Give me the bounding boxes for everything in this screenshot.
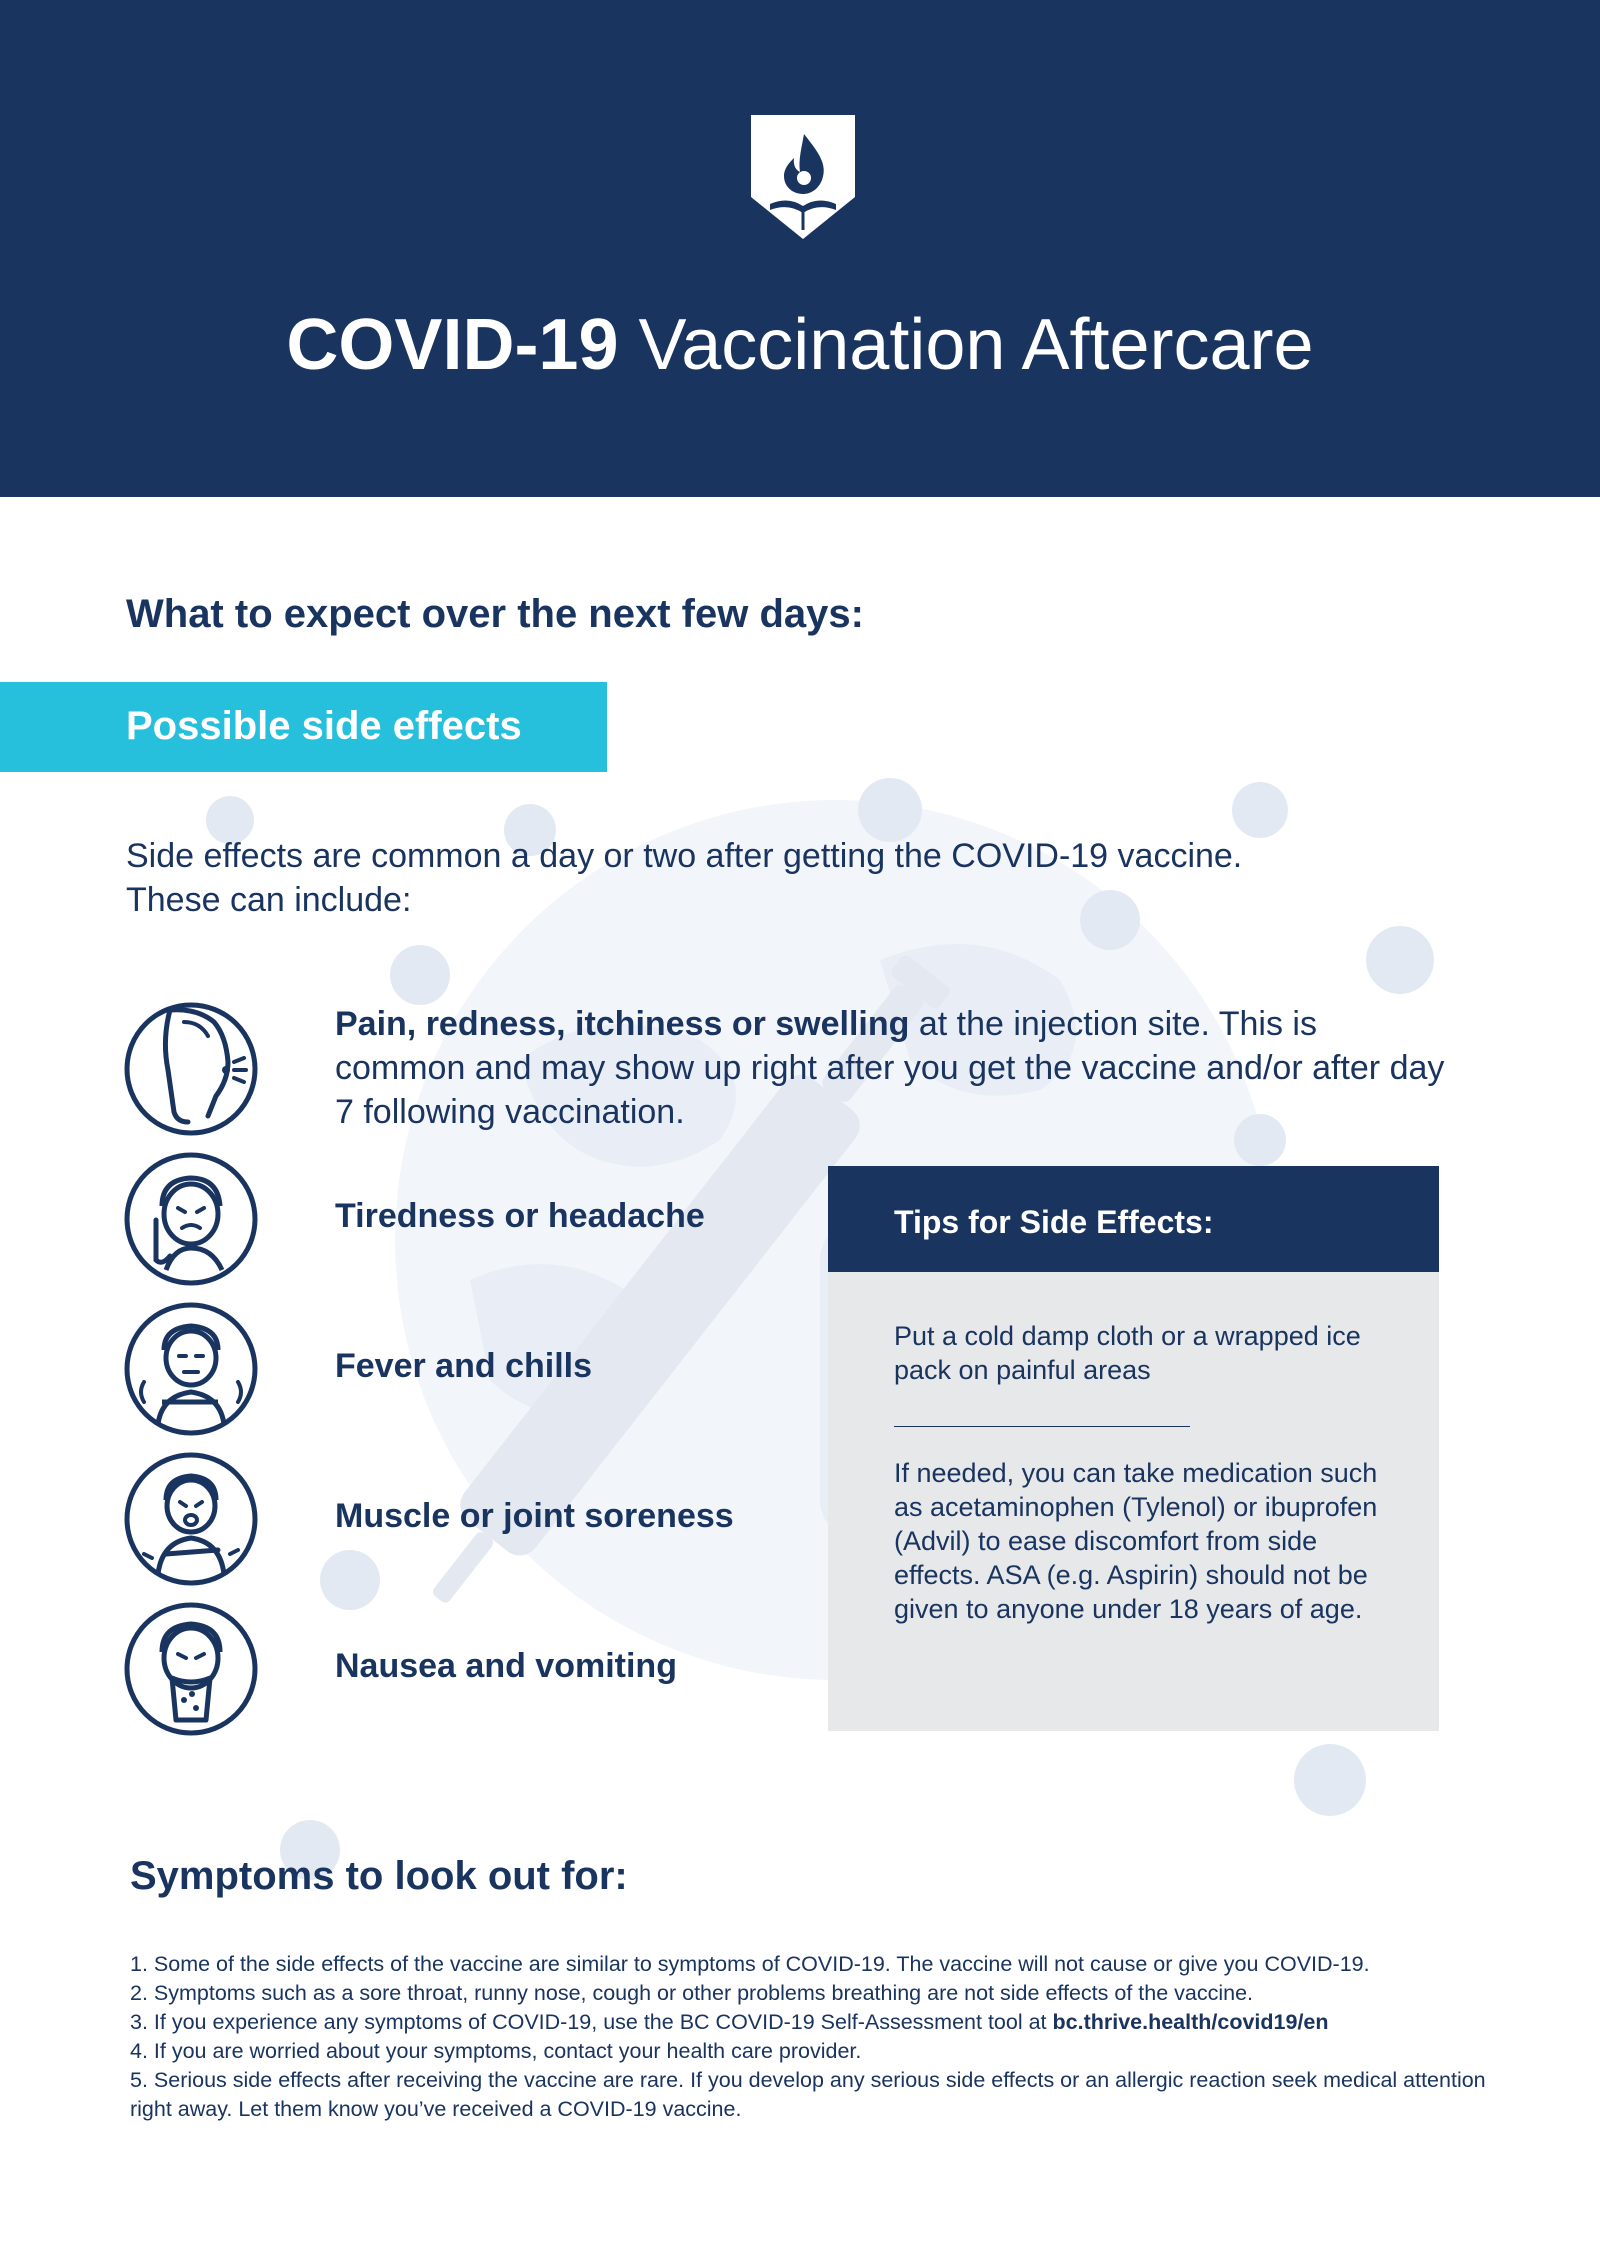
side-effect-bold: Fever and chills	[335, 1347, 592, 1385]
side-effect-injection-site	[335, 1002, 1455, 1134]
intro-line-1: Side effects are common a day or two after getting the COVID-19 vaccine.	[126, 837, 1243, 875]
intro-line-2: These can include:	[126, 881, 412, 919]
list-item: 1. Some of the side effects of the vaccine are similar to symptoms of COVID-19. The vaccine will not cause or give you COVID-19.	[130, 1952, 1370, 1976]
symptoms-heading: Symptoms to look out for:	[130, 1854, 628, 1898]
side-effect-bold: Tiredness or headache	[335, 1197, 705, 1235]
headache-person-icon	[122, 1150, 260, 1288]
nausea-person-icon	[122, 1600, 260, 1738]
tips-header	[828, 1166, 1439, 1272]
list-item: 5. Serious side effects after receiving the vaccine are rare. If you develop any serious side effects or an allergic reaction seek medical attention right away. Let them know you’ve received a COVID-19 vaccine.	[130, 2068, 1486, 2121]
sore-person-icon	[122, 1450, 260, 1588]
intro-text	[126, 834, 1376, 922]
side-effect-bold: Muscle or joint soreness	[335, 1497, 734, 1535]
symptom-notes-list	[130, 1950, 1510, 2124]
section-band	[0, 682, 607, 772]
section-band-label: Possible side effects	[126, 704, 522, 748]
list-item	[130, 2008, 1510, 2037]
expect-heading: What to expect over the next few days:	[126, 592, 864, 636]
self-assessment-link[interactable]: bc.thrive.health/covid19/en	[1052, 2010, 1329, 2034]
list-item: 4. If you are worried about your symptoms, contact your health care provider.	[130, 2039, 862, 2063]
tip-cold-cloth: Put a cold damp cloth or a wrapped ice pack on painful areas	[894, 1321, 1361, 1385]
title-rest: Vaccination Aftercare	[618, 305, 1314, 385]
side-effect-bold: Pain, redness, itchiness or swelling	[335, 1005, 910, 1043]
tips-panel	[828, 1166, 1439, 1731]
title-bold: COVID-19	[286, 305, 619, 385]
side-effect-bold: Nausea and vomiting	[335, 1647, 677, 1685]
page-title	[0, 300, 1600, 390]
tips-heading: Tips for Side Effects:	[894, 1204, 1214, 1240]
list-item: 2. Symptoms such as a sore throat, runny nose, cough or other problems breathing are not side effects of the vaccine.	[130, 1981, 1253, 2005]
fever-person-icon	[122, 1300, 260, 1438]
side-effect-rest: at the injection site. This is common and may show up right after you get the vaccine and/or after day 7 following vaccination.	[335, 1005, 1445, 1131]
tip-divider	[894, 1426, 1190, 1427]
tip-medication: If needed, you can take medication such as acetaminophen (Tylenol) or ibuprofen (Advil) to ease discomfort from side effects. ASA (e.g. Aspirin) should not be given to anyone under 18 years of age.	[894, 1458, 1378, 1624]
header-banner	[0, 0, 1600, 497]
injection-site-arm-icon	[122, 1000, 260, 1138]
note-text: 3. If you experience any symptoms of COVID-19, use the BC COVID-19 Self-Assessment tool at	[130, 2010, 1053, 2034]
flame-book-shield-icon	[748, 112, 858, 242]
